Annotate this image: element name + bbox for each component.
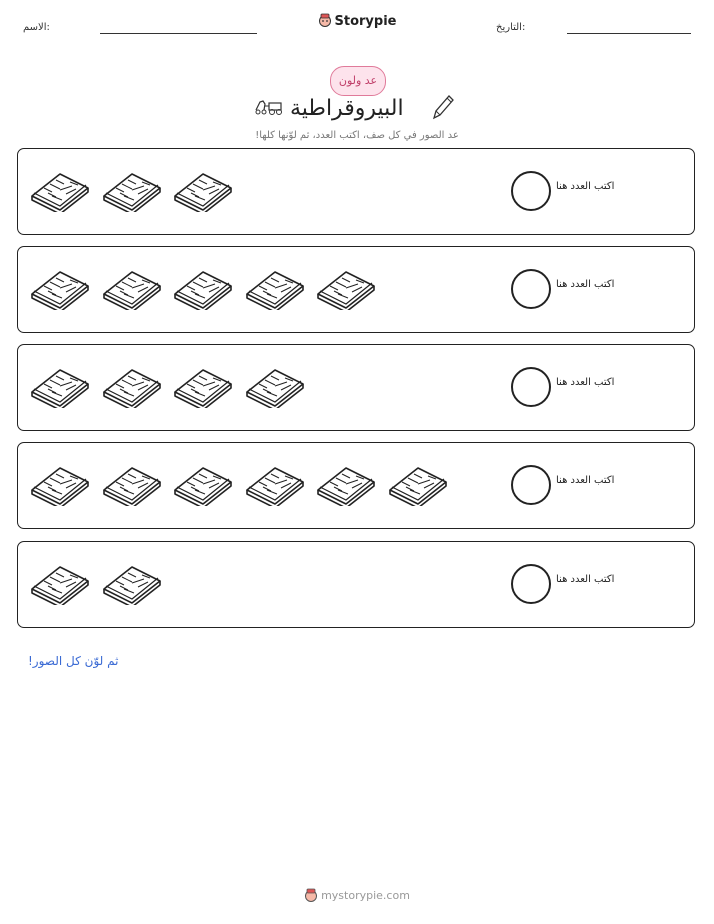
brand — [0, 13, 714, 29]
counting-row — [17, 246, 695, 333]
storypie-logo-icon — [304, 888, 318, 902]
answer-hint: اكتب العدد هنا — [556, 475, 615, 486]
counting-row — [17, 442, 695, 529]
date-label: التاريخ: — [496, 22, 526, 33]
answer-hint: اكتب العدد هنا — [556, 574, 615, 585]
date-line[interactable] — [567, 33, 691, 34]
answer-circle[interactable] — [511, 465, 551, 505]
name-line[interactable] — [100, 33, 257, 34]
footer-note: ثم لوّن كل الصور! — [28, 654, 119, 668]
answer-circle[interactable] — [511, 171, 551, 211]
horse-cart-icon — [254, 96, 284, 120]
counting-row — [17, 541, 695, 628]
answer-circle[interactable] — [511, 564, 551, 604]
answer-hint: اكتب العدد هنا — [556, 181, 615, 192]
instructions: عد الصور في كل صف، اكتب العدد، ثم لوّنها كلها! — [255, 130, 459, 141]
brand-name: Storypie — [334, 14, 397, 29]
storypie-logo-icon — [318, 13, 332, 27]
site-url: mystorypie.com — [321, 889, 410, 902]
site-footer — [0, 888, 714, 902]
pencil-icon — [430, 92, 456, 126]
counting-row — [17, 148, 695, 235]
activity-badge: عد ولون — [330, 66, 386, 96]
counting-row — [17, 344, 695, 431]
answer-circle[interactable] — [511, 367, 551, 407]
answer-circle[interactable] — [511, 269, 551, 309]
answer-hint: اكتب العدد هنا — [556, 377, 615, 388]
answer-hint: اكتب العدد هنا — [556, 279, 615, 290]
page-title: البيروقراطية — [290, 96, 404, 121]
name-label: الاسم: — [23, 22, 50, 33]
